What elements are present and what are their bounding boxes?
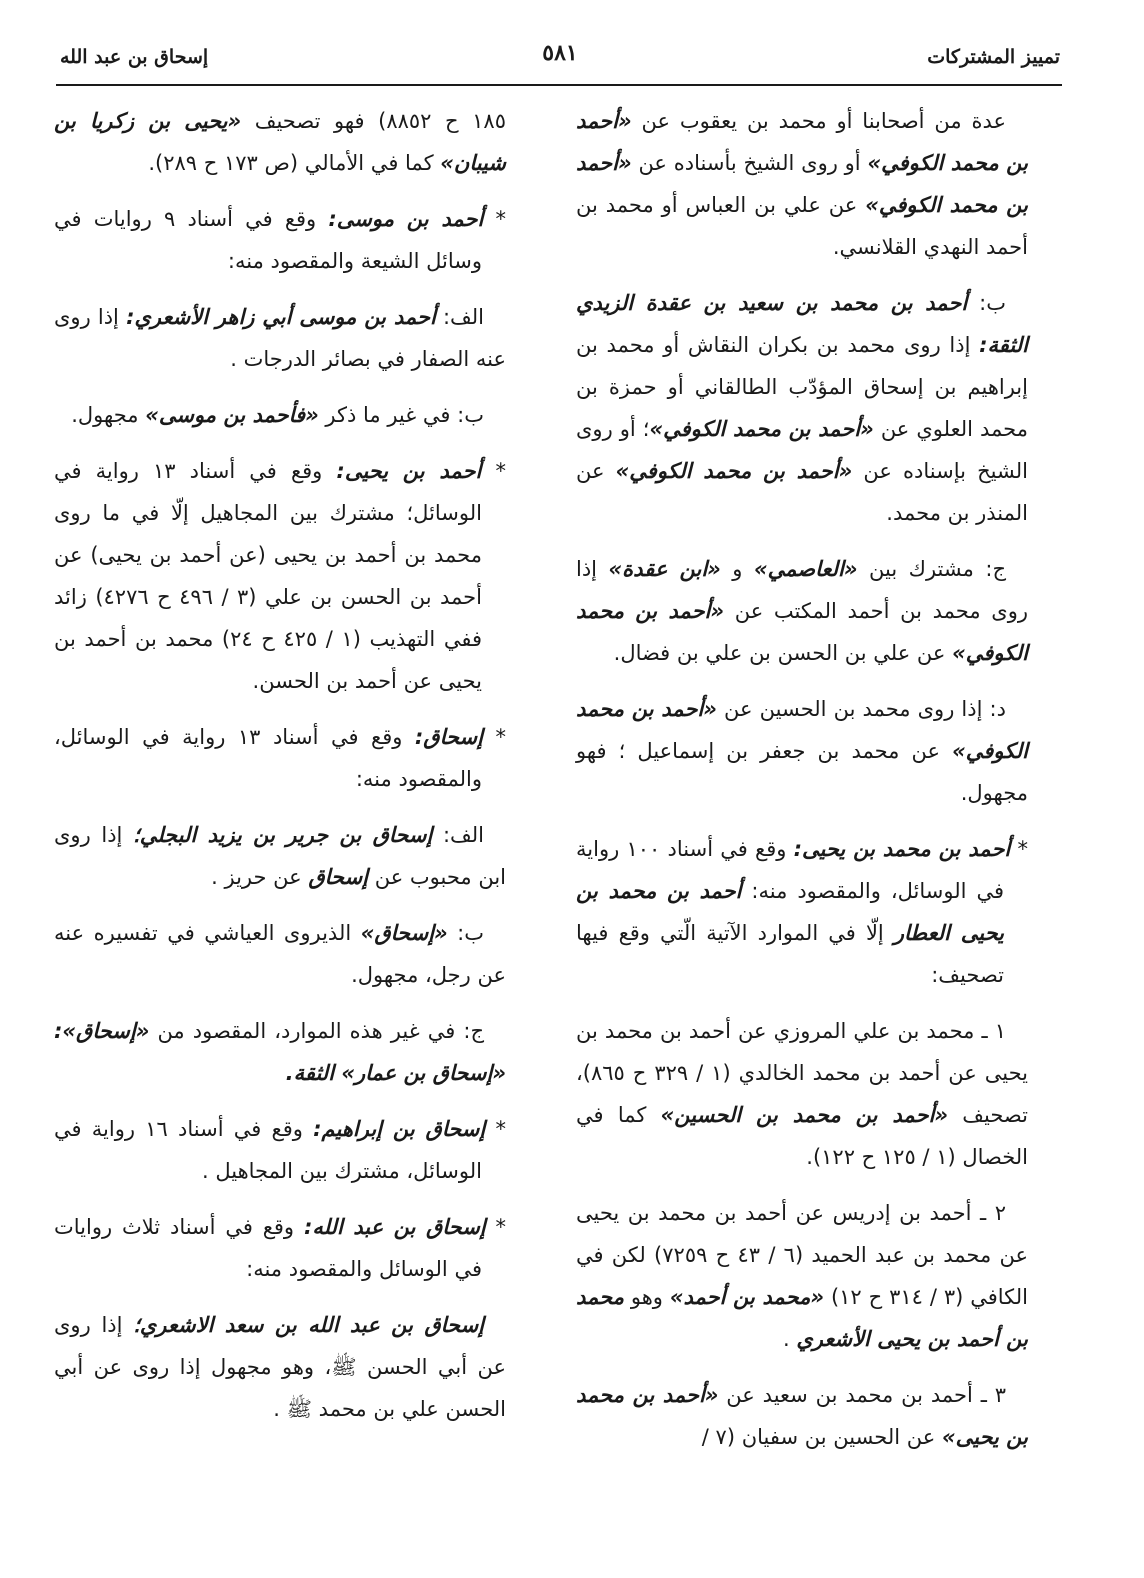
text-run: الف: [435, 305, 484, 329]
text-run: ج: مشترك بين [857, 557, 1007, 581]
emphasis-text: * [482, 725, 506, 749]
emphasis-text: محمد بن أحمد بن يحيى الأشعري [576, 1285, 1028, 1351]
entry-paragraph [54, 716, 506, 800]
text-run: عن الحسين بن سفيان (٧ / [701, 1425, 942, 1449]
paragraph [576, 1374, 1028, 1458]
emphasis-text: «إسحاق»: «إسحاق بن عمار» الثقة. [54, 1019, 506, 1085]
book-title: تمييز المشتركات [927, 46, 1060, 68]
emphasis-text: إسحاق بن عبد الله: [303, 1215, 486, 1239]
emphasis-text: «أحمد بن محمد الكوفي» [576, 109, 1028, 175]
text-run: و [720, 557, 754, 581]
section-title: إسحاق بن عبد الله [60, 46, 209, 68]
header-rule [56, 84, 1062, 86]
text-run: ب: في غير ما ذكر [318, 403, 484, 427]
paragraph [576, 100, 1028, 268]
text-run: ١ ـ محمد بن علي المروزي عن [730, 1019, 1006, 1043]
text-run: عن علي بن الحسن بن علي بن فضال. [613, 641, 953, 665]
text-run: وقع في أسناد ١٣ رواية في الوسائل، والمقصود منه: [54, 725, 482, 791]
text-run: عن حريز . [211, 865, 309, 889]
text-run: وقع في أسناد ٩ روايات في وسائل الشيعة والمقصود منه: [54, 207, 482, 273]
text-run: . [782, 1327, 797, 1351]
right-column [576, 100, 1028, 1472]
text-run: كما في الخصال (١ / ١٢٥ ح ١٢٢). [576, 1103, 1028, 1169]
emphasis-text: «أحمد بن محمد بن الحسين» [660, 1103, 949, 1127]
emphasis-text: أحمد بن محمد بن يحيى [576, 1019, 1028, 1085]
text-run: وقع في أسناد ١٦ رواية في الوسائل، مشترك بين المجاهيل . [54, 1117, 482, 1183]
text-run: وقع في أسناد ١٠٠ رواية في الوسائل، والمقصود منه: [576, 837, 1004, 903]
emphasis-text: «أحمد بن محمد الكوفي» [576, 151, 1028, 217]
text-run: إذا روى عنه الصفار في بصائر الدرجات . [54, 305, 506, 371]
entry-paragraph [54, 450, 506, 702]
paragraph [576, 1010, 1028, 1178]
emphasis-text: «يحيى بن زكريا بن شيبان» [54, 109, 506, 175]
text-run: ٢ ـ أحمد بن إدريس عن [787, 1201, 1006, 1225]
emphasis-text: «أحمد بن محمد الكوفي» [576, 697, 1028, 763]
left-column [54, 100, 506, 1444]
text-run: ٣ ـ أحمد بن محمد بن سعيد عن [718, 1383, 1006, 1407]
text-run: عن محمد بن جعفر بن إسماعيل ؛ فهو مجهول. [576, 739, 1028, 805]
emphasis-text: «أحمد بن محمد الكوفي» [615, 459, 853, 483]
text-run: إذا روى ابن محبوب عن [54, 823, 506, 889]
emphasis-text: * [1010, 837, 1028, 861]
entry-paragraph [576, 828, 1028, 996]
emphasis-text: * [483, 207, 507, 231]
text-run: ج: في غير هذه الموارد، المقصود من [149, 1019, 484, 1043]
text-run: الذيروى العياشي في تفسيره عنه عن رجل، مجهول. [54, 921, 506, 987]
text-run: عن علي بن العباس أو محمد بن أحمد النهدي القلانسي. [576, 193, 1028, 259]
text-run: وقع في أسناد ١٣ رواية في الوسائل؛ مشترك بين المجاهيل إلّا في ما روى محمد بن أحمد بن يحيى (عن أحمد بن يحيى) عن أحمد بن الحسن بن علي (٣ / ٤٩٦ ح ٤٢٧٦) زائد ففي التهذيب (١ / ٤٢٥ ح ٢٤) محمد بن أحمد بن يحيى عن أحمد بن الحسن. [54, 459, 482, 693]
paragraph [576, 548, 1028, 674]
text-run: ب: [967, 291, 1006, 315]
paragraph [54, 1010, 506, 1094]
entry-paragraph [54, 198, 506, 282]
emphasis-text: إسحاق [308, 865, 369, 889]
entry-paragraph [54, 1108, 506, 1192]
text-run: ١٨٥ ح ٨٨٥٢) فهو تصحيف [241, 109, 506, 133]
emphasis-text: «العاصمي» [753, 557, 858, 581]
emphasis-text: أحمد بن محمد بن يحيى العطار [576, 879, 1004, 945]
page-header [60, 36, 1060, 82]
paragraph [54, 394, 506, 436]
text-run: وهو [623, 1285, 670, 1309]
emphasis-text: أحمد بن محمد بن يحيى [576, 1201, 788, 1225]
text-run: الف: [432, 823, 484, 847]
emphasis-text: أحمد بن موسى أبي زاهر الأشعري: [126, 305, 436, 329]
text-run: أو روى الشيخ بأسناده عن [631, 151, 868, 175]
paragraph [576, 1192, 1028, 1360]
emphasis-text: إسحاق: [414, 725, 483, 749]
emphasis-text: إسحاق بن عبد الله بن سعد الاشعري؛ [133, 1313, 484, 1337]
emphasis-text: «أحمد بن محمد الكوفي» [649, 417, 874, 441]
text-run: عن محمد بن عبد الحميد (٦ / ٤٣ ح ٧٢٥٩) لكن في الكافي (٣ / ٣١٤ ح ١٢) [576, 1243, 1028, 1309]
text-run: ؛ أو روى الشيخ بإسناده عن [576, 417, 1028, 483]
text-run: إلّا في الموارد الآتية الّتي وقع فيها تصحيف: [576, 921, 1004, 987]
page-number: ٥٨١ [542, 40, 578, 66]
text-run: مجهول. [71, 403, 146, 427]
text-run: عن المنذر بن محمد. [576, 459, 1028, 525]
text-run: ب: [447, 921, 484, 945]
paragraph [576, 688, 1028, 814]
emphasis-text: * [485, 1215, 506, 1239]
paragraph [54, 814, 506, 898]
entry-paragraph [54, 1206, 506, 1290]
paragraph [54, 912, 506, 996]
emphasis-text: * [485, 1117, 506, 1141]
text-run: د: إذا روى محمد بن الحسين عن [716, 697, 1006, 721]
text-run: عدة من أصحابنا أو محمد بن يعقوب عن [631, 109, 1006, 133]
paragraph [54, 296, 506, 380]
emphasis-text: أحمد بن يحيى: [336, 459, 482, 483]
emphasis-text: إسحاق بن إبراهيم: [313, 1117, 486, 1141]
emphasis-text: «أحمد بن محمد بن يحيى» [576, 1383, 1028, 1449]
emphasis-text: أحمد بن موسى: [328, 207, 484, 231]
emphasis-text: أحمد بن محمد بن يحيى: [793, 837, 1011, 861]
text-run: إذا روى عن أبي الحسن ﷺ، وهو مجهول إذا روى عن أبي الحسن علي بن محمد ﷺ . [54, 1313, 506, 1421]
text-run: عن أحمد بن محمد الخالدي (١ / ٣٢٩ ح ٨٦٥)، تصحيف [576, 1061, 1028, 1127]
emphasis-text: «ابن عقدة» [608, 557, 721, 581]
text-run: وقع في أسناد ثلاث روايات في الوسائل والمقصود منه: [54, 1215, 482, 1281]
emphasis-text: «محمد بن أحمد» [669, 1285, 825, 1309]
emphasis-text: إسحاق بن جرير بن يزيد البجلي؛ [133, 823, 433, 847]
emphasis-text: «فأحمد بن موسى» [145, 403, 319, 427]
text-run: إذا روى محمد بن أحمد المكتب عن [576, 557, 1028, 623]
text-run: كما في الأمالي (ص ١٧٣ ح ٢٨٩). [148, 151, 441, 175]
text-run: إذا روى محمد بن بكران النقاش أو محمد بن إبراهيم بن إسحاق المؤدّب الطالقاني أو حمزة بن محمد العلوي عن [576, 333, 1028, 441]
paragraph [54, 100, 506, 184]
emphasis-text: * [481, 459, 506, 483]
paragraph [54, 1304, 506, 1430]
emphasis-text: «إسحاق» [360, 921, 448, 945]
paragraph [576, 282, 1028, 534]
emphasis-text: أحمد بن محمد بن سعيد بن عقدة الزيدي الثقة: [576, 291, 1028, 357]
emphasis-text: «أحمد بن محمد الكوفي» [576, 599, 1028, 665]
